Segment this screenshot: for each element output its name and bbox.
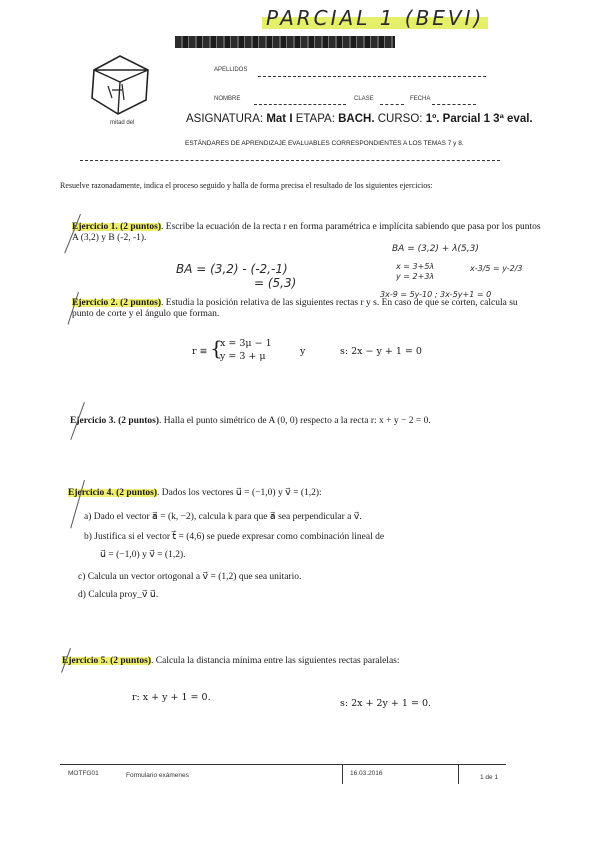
exercise-1-label: Ejercicio 1. (2 puntos) [72, 222, 162, 232]
exercise-4-item-b: b) Justifica si el vector t⃗ = (4,6) se puede expresar como combinación lineal de [84, 532, 385, 542]
hand-note-3: BA = (3,2) + λ(5,3) [392, 244, 479, 254]
exercise-1-text: . Escribe la ecuación de la recta r en forma paramétrica e implícita sabiendo que pasa por los puntos A (3,2) y B (-2, -1). [72, 222, 541, 243]
footer-page: 1 de 1 [480, 774, 499, 781]
footer-rule [60, 764, 506, 765]
exercise-5-label: Ejercicio 5. (2 puntos) [62, 656, 152, 666]
apellidos-field[interactable] [258, 76, 486, 77]
hand-note-6: x-3/5 = y-2/3 [470, 264, 523, 273]
apellidos-label: APELLIDOS [214, 67, 248, 73]
ex5-s-eq: s: 2x + 2y + 1 = 0. [340, 698, 432, 709]
fecha-field[interactable] [432, 104, 476, 105]
handwritten-title: PARCIAL 1 (BEVI) [262, 6, 488, 30]
exercise-4-item-d: d) Calcula proy_v⃗ u⃗. [78, 590, 159, 600]
etapa-value: BACH. [338, 113, 375, 125]
hand-note-4: x = 3+5λ [396, 262, 435, 271]
nombre-label: NOMBRE [214, 96, 241, 102]
clase-label: CLASE [354, 96, 374, 102]
footer-code: MOTFG01 [68, 770, 99, 777]
exercise-5 [62, 656, 542, 667]
hand-note-2: = (5,3) [254, 276, 297, 290]
exercise-2-label: Ejercicio 2. (2 puntos) [72, 298, 162, 308]
exercise-3 [70, 416, 550, 427]
asignatura-value: Mat I [266, 113, 293, 125]
line-r-name: r ≡ [192, 346, 208, 357]
exercise-5-text: . Calcula la distancia mínima entre las siguientes rectas paralelas: [151, 656, 400, 666]
exercise-1 [72, 222, 542, 244]
exercise-2-text: . Estudia la posición relativa de las siguientes rectas r y s. En caso de que se corten, calcula su punto de corte y el ángulo que forman. [72, 298, 518, 319]
fecha-label: FECHA [410, 96, 431, 102]
conjunction: y [300, 346, 306, 357]
asignatura-label: ASIGNATURA: [186, 113, 264, 125]
clase-field[interactable] [380, 104, 404, 105]
exercise-3-label: Ejercicio 3. (2 puntos) [70, 416, 160, 426]
brace-icon: { [210, 336, 223, 360]
subject-line [186, 113, 533, 125]
logo-label: mitad del [110, 120, 135, 126]
footer-divider [458, 764, 459, 784]
exercise-4-item-b2: u⃗ = (−1,0) y v⃗ = (1,2). [100, 550, 186, 560]
hand-note-5: y = 2+3λ [396, 272, 435, 281]
estandares-line: ESTÁNDARES DE APRENDIZAJE EVALUABLES CORRESPONDIENTES A LOS TEMAS 7 y 8. [185, 140, 464, 147]
estandares-dash [80, 160, 500, 161]
curso-label: CURSO: [377, 113, 423, 125]
exercise-4 [68, 488, 538, 499]
ex5-r-eq: r: x + y + 1 = 0. [132, 692, 211, 703]
hand-note-7: 3x-9 = 5y-10 ; 3x-5y+1 = 0 [380, 290, 492, 299]
exercise-4-item-c: c) Calcula un vector ortogonal a v⃗ = (1,2) que sea unitario. [78, 572, 302, 582]
footer-text: Formulario exámenes [126, 772, 189, 779]
etapa-label: ETAPA: [295, 113, 335, 125]
nombre-field[interactable] [254, 104, 346, 105]
exercise-4-text: . Dados los vectores u⃗ = (−1,0) y v⃗ = (1,2): [157, 488, 322, 498]
exercise-3-text: . Halla el punto simétrico de A (0, 0) respecto a la recta r: x + y − 2 = 0. [159, 416, 431, 426]
footer-divider [342, 764, 343, 784]
line-r-eq1: x = 3μ − 1 [220, 338, 272, 349]
exercise-2 [72, 298, 532, 320]
line-s-eq: s: 2x − y + 1 = 0 [340, 346, 422, 357]
exercise-4-item-a: a) Dado el vector a⃗ = (k, −2), calcula k para que a⃗ sea perpendicular a v⃗. [84, 512, 362, 522]
redacted-name-strip [175, 36, 395, 48]
footer-date: 16.03.2016 [350, 770, 383, 777]
intro-text: Resuelve razonadamente, indica el proceso seguido y halla de forma precisa el resultado de los siguientes ejercicios: [60, 181, 433, 190]
exercise-4-label: Ejercicio 4. (2 puntos) [68, 488, 158, 498]
school-logo-icon [86, 52, 156, 120]
line-r-eq2: y = 3 + μ [220, 351, 266, 362]
hand-note-1: BA = (3,2) - (-2,-1) [176, 262, 288, 276]
curso-value: 1º. Parcial 1 3ª eval. [425, 113, 533, 125]
